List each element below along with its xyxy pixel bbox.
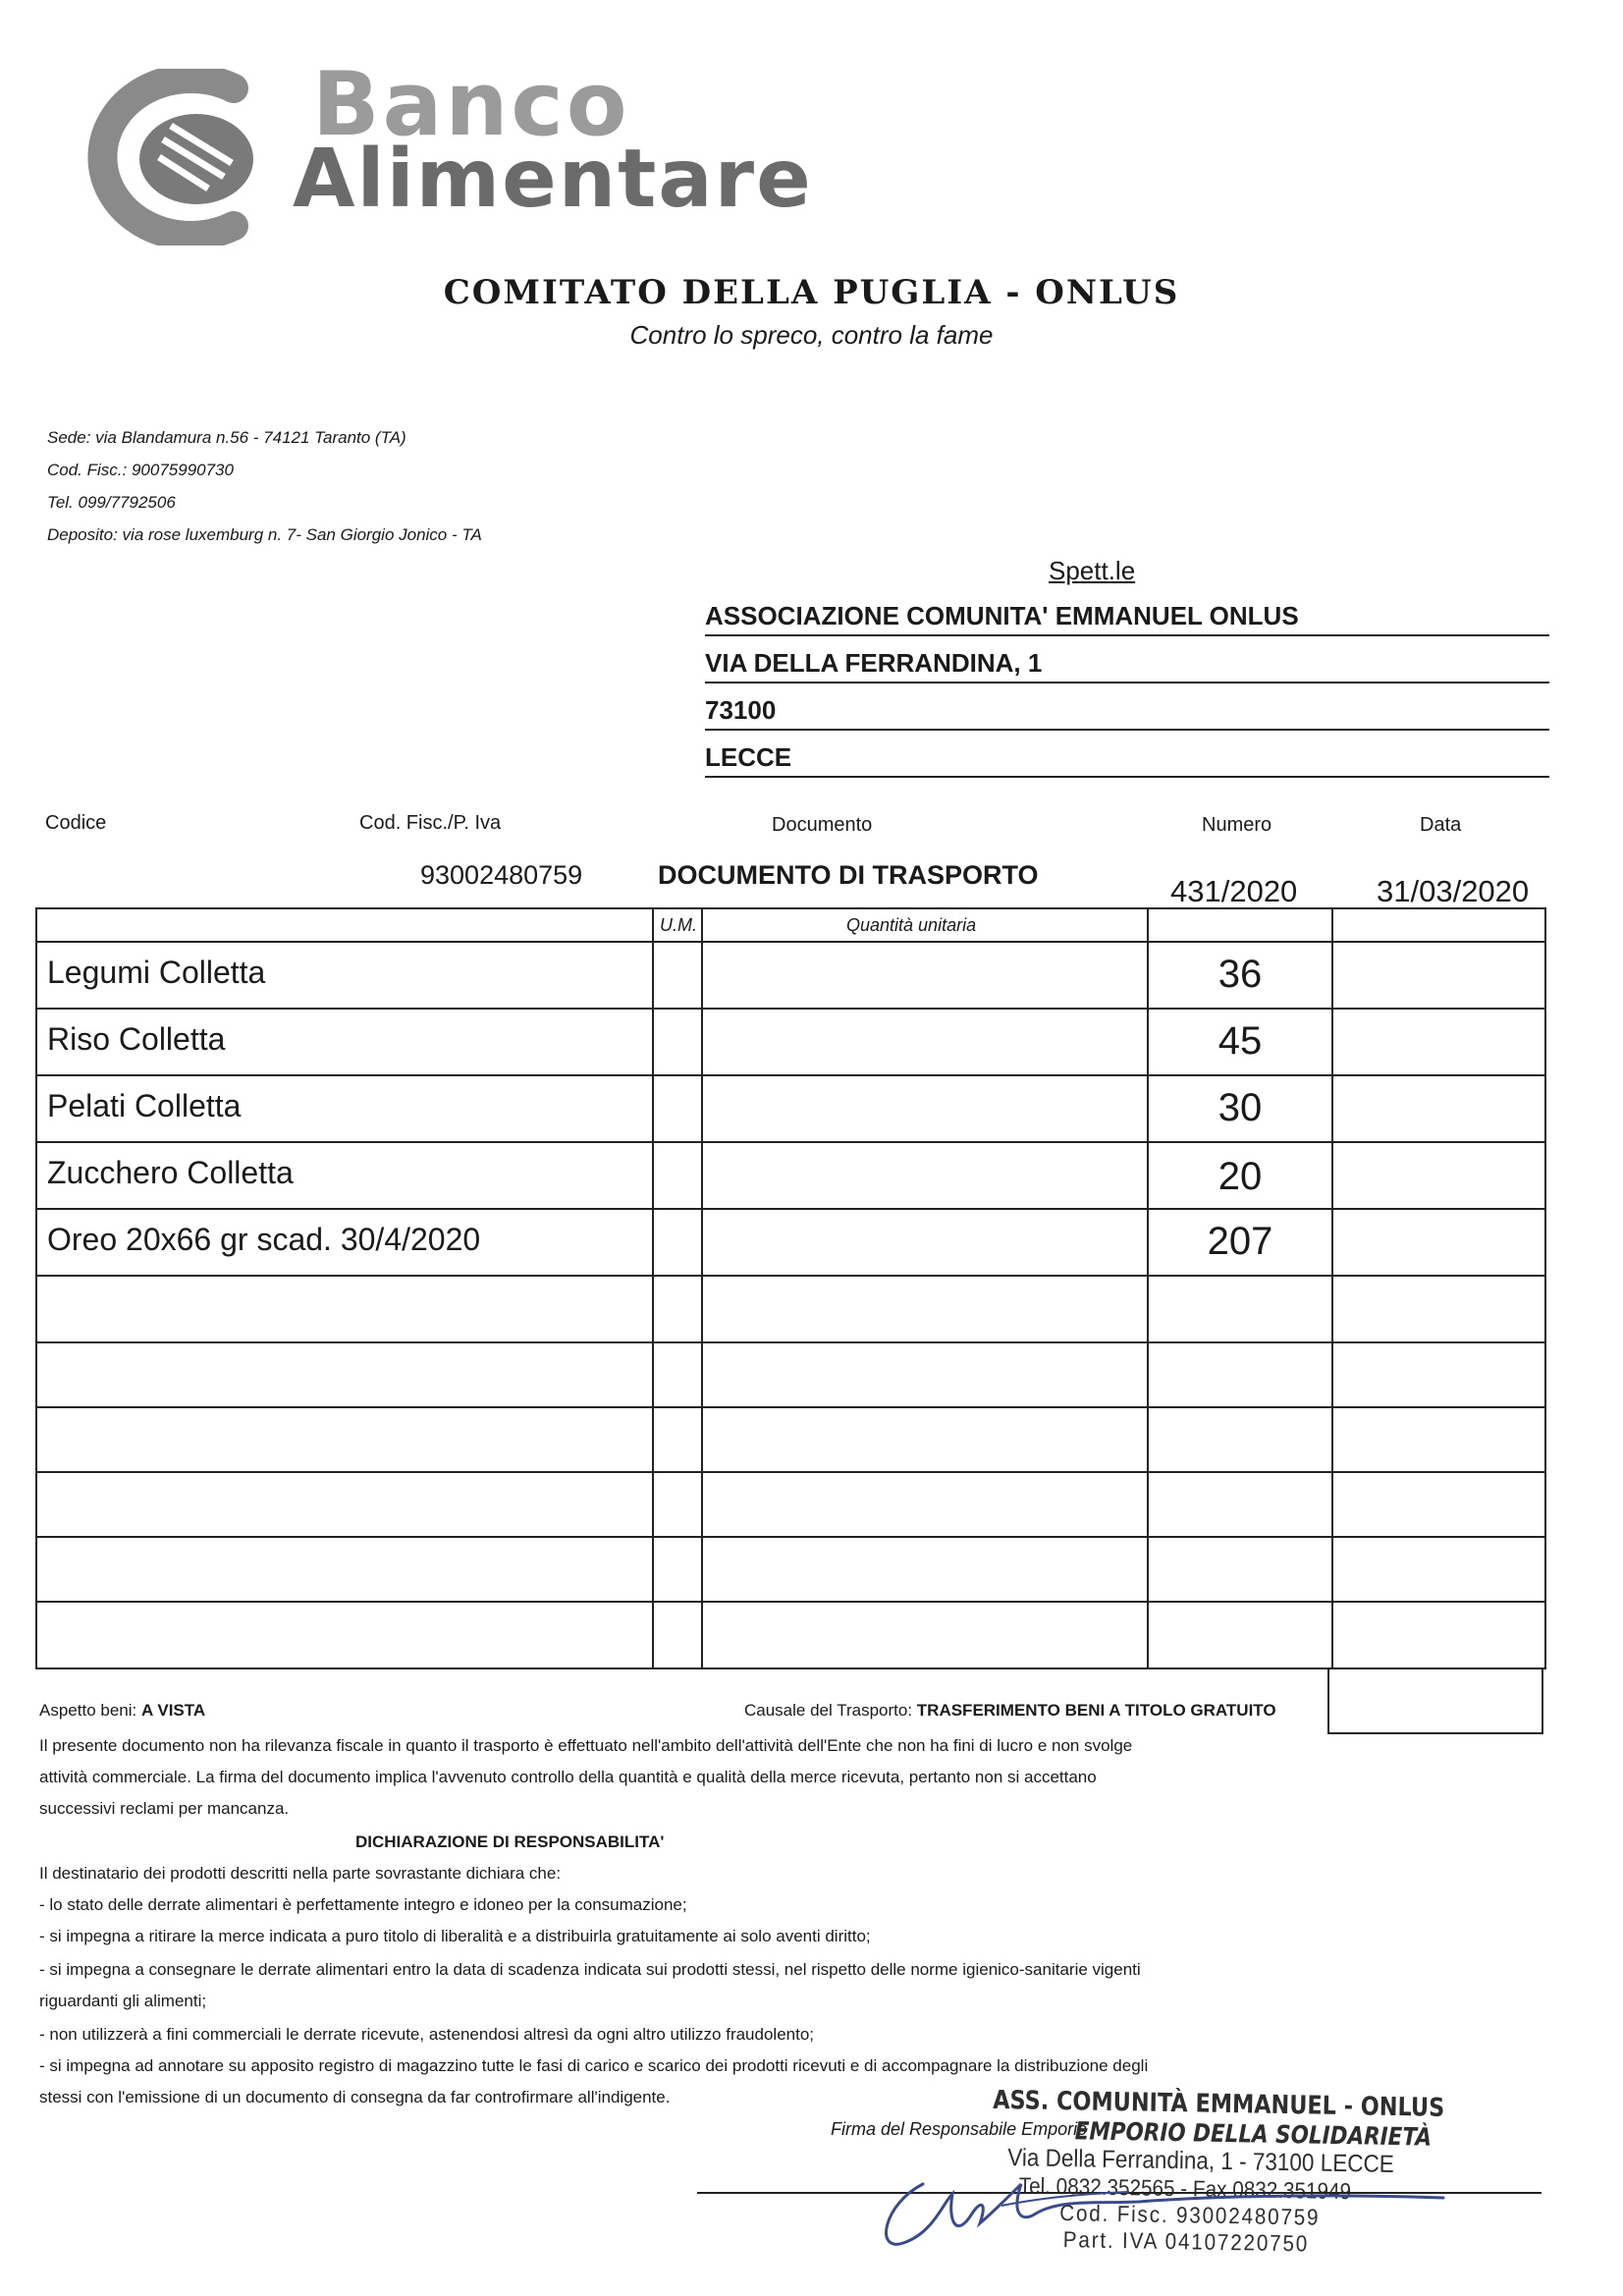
item-1-qty: 45 <box>1217 1019 1263 1063</box>
item-0-description: Legumi Colletta <box>47 955 266 990</box>
value-cod-fisc: 93002480759 <box>420 860 583 890</box>
column-um: U.M. <box>660 915 697 935</box>
sender-sede: Sede: via Blandamura n.56 - 74121 Taranto (TA) <box>47 428 406 447</box>
label-numero: Numero <box>1202 814 1272 836</box>
notice-line-3: successivi reclami per mancanza. <box>39 1799 290 1818</box>
sender-cod-fisc: Cod. Fisc.: 90075990730 <box>47 461 234 479</box>
firma-label: Firma del Responsabile Emporio <box>831 2119 1088 2139</box>
item-4-qty: 207 <box>1207 1220 1273 1263</box>
label-codice: Codice <box>45 812 107 834</box>
logo-text-banco: Banco <box>312 53 630 156</box>
recipient-zip: 73100 <box>705 691 1549 731</box>
item-3-qty: 20 <box>1217 1155 1263 1198</box>
item-1-description: Riso Colletta <box>47 1021 226 1057</box>
declaration-point-1: - lo stato delle derrate alimentari è perfettamente integro e idoneo per la consumazione; <box>39 1895 687 1914</box>
label-data: Data <box>1420 814 1462 836</box>
causale-value: TRASFERIMENTO BENI A TITOLO GRATUITO <box>916 1701 1276 1720</box>
column-quantita: Quantità unitaria <box>846 915 977 935</box>
aspetto-value: A VISTA <box>140 1701 206 1720</box>
stamp-line-2: EMPORIO DELLA SOLIDARIETÀ <box>1074 2116 1433 2152</box>
item-0-qty: 36 <box>1217 953 1263 996</box>
sender-tel: Tel. 099/7792506 <box>47 493 176 512</box>
stamp-line-5: Cod. Fisc. 93002480759 <box>1059 2200 1321 2230</box>
item-4-description: Oreo 20x66 gr scad. 30/4/2020 <box>47 1222 481 1257</box>
aspetto-label: Aspetto beni: <box>39 1701 137 1720</box>
causale-label: Causale del Trasporto: <box>744 1701 913 1720</box>
value-numero: 431/2020 <box>1170 874 1298 908</box>
declaration-point-3a: - si impegna a consegnare le derrate alimentari entro la data di scadenza indicata sui prodotti stessi, nel rispetto delle norme igienico-sanitarie vigenti <box>39 1960 1141 1979</box>
recipient-name: ASSOCIAZIONE COMUNITA' EMMANUEL ONLUS <box>705 597 1549 636</box>
notice-line-2: attività commerciale. La firma del documento implica l'avvenuto controllo della quantità e qualità della merce ricevuta, pertanto non si accettano <box>39 1768 1097 1786</box>
item-2-description: Pelati Colletta <box>47 1088 242 1123</box>
recipient-street: VIA DELLA FERRANDINA, 1 <box>705 644 1549 683</box>
declaration-intro: Il destinatario dei prodotti descritti nella parte sovrastante dichiara che: <box>39 1864 562 1883</box>
stamp-line-1: ASS. COMUNITÀ EMMANUEL - ONLUS <box>992 2085 1445 2123</box>
declaration-point-5b: stessi con l'emissione di un documento di consegna da far controfirmare all'indigente. <box>39 2088 671 2106</box>
stamp-line-6: Part. IVA 04107220750 <box>1062 2226 1310 2257</box>
declaration-point-5a: - si impegna ad annotare su apposito registro di magazzino tutte le fasi di carico e scarico dei prodotti ricevuti e di accompagnare la distribuzione degli <box>39 2056 1149 2075</box>
notice-line-1: Il presente documento non ha rilevanza fiscale in quanto il trasporto è effettuato nell'ambito dell'attività dell'Ente che non ha fini di lucro e non svolge <box>39 1736 1133 1755</box>
declaration-point-2: - si impegna a ritirare la merce indicata a puro titolo di liberalità e a distribuirla gratuitamente ai solo aventi diritto; <box>39 1927 871 1945</box>
committee-motto: Contro lo spreco, contro la fame <box>629 320 994 350</box>
label-documento: Documento <box>772 814 873 836</box>
causale-trasporto <box>744 1701 1276 1721</box>
sender-deposito: Deposito: via rose luxemburg n. 7- San Giorgio Jonico - TA <box>47 525 482 544</box>
value-documento: DOCUMENTO DI TRASPORTO <box>658 860 1039 890</box>
handwritten-signature <box>864 2145 1492 2263</box>
logo-text-alimentare: Alimentare <box>293 133 813 226</box>
committee-title: COMITATO DELLA PUGLIA - ONLUS <box>443 273 1180 312</box>
recipient-salutation: Spett.le <box>1049 556 1136 585</box>
declaration-point-3b: riguardanti gli alimenti; <box>39 1992 207 2010</box>
recipient-city: LECCE <box>705 738 1549 778</box>
aspetto-beni <box>39 1701 205 1721</box>
declaration-title: DICHIARAZIONE DI RESPONSABILITA' <box>355 1832 665 1851</box>
label-cod-fisc: Cod. Fisc./P. Iva <box>359 812 502 834</box>
stamp-line-3: Via Della Ferrandina, 1 - 73100 LECCE <box>1006 2144 1394 2178</box>
item-2-qty: 30 <box>1217 1086 1263 1129</box>
causale-box <box>1327 1669 1543 1734</box>
declaration-point-4: - non utilizzerà a fini commerciali le derrate ricevute, astenendosi altresì da ogni altro utilizzo fraudolento; <box>39 2025 815 2044</box>
item-3-description: Zucchero Colletta <box>47 1155 294 1190</box>
value-data: 31/03/2020 <box>1377 874 1530 908</box>
stamp-line-4: Tel. 0832.352565 - Fax 0832.351949 <box>1018 2172 1352 2205</box>
items-table <box>35 907 1546 1669</box>
banco-alimentare-logo-icon <box>86 69 302 246</box>
